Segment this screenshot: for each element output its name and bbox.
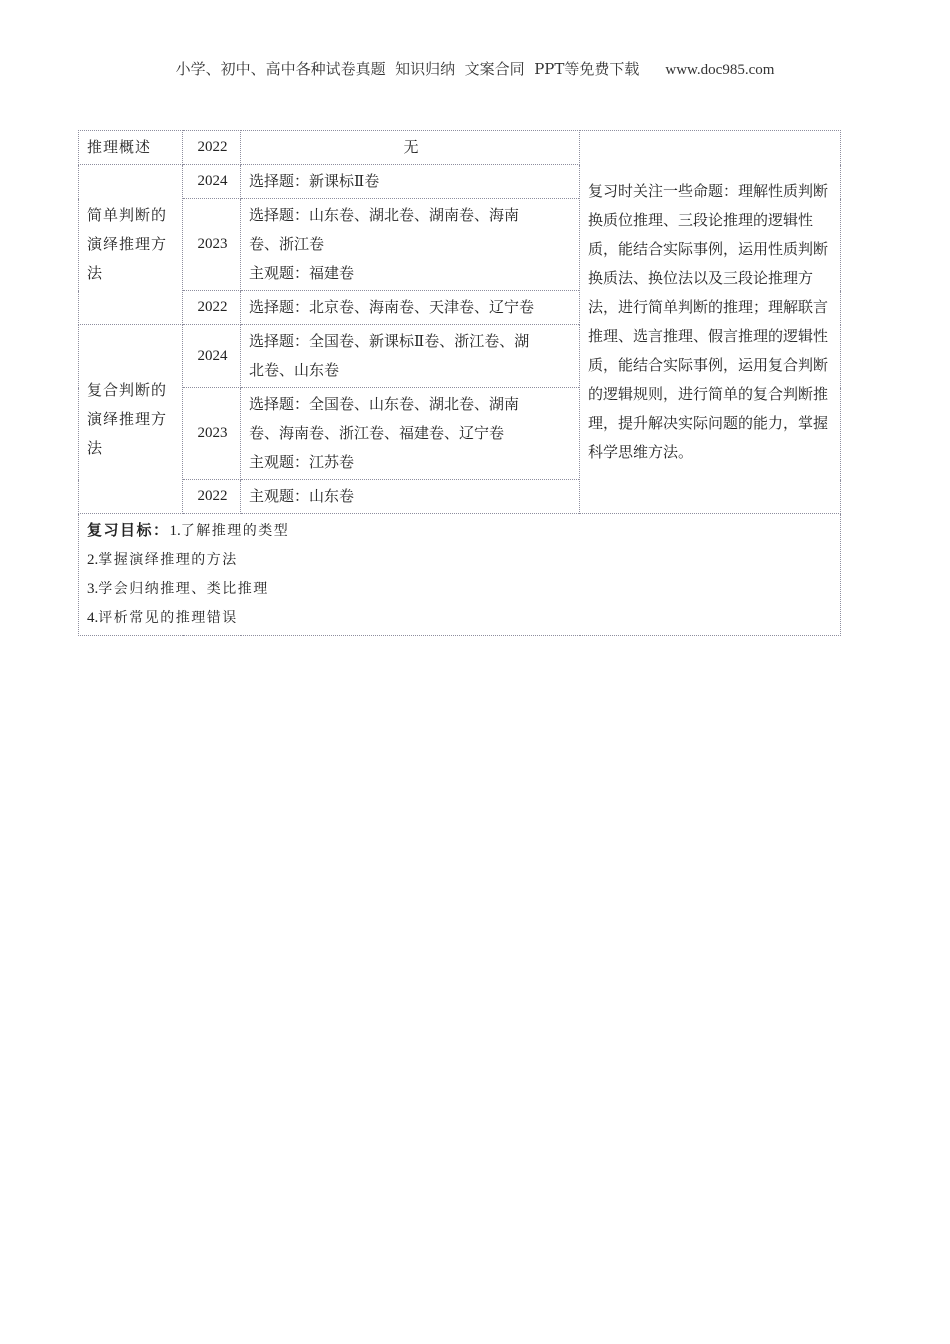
topic-compound-judgment: 复合判断的演绎推理方法: [79, 325, 183, 514]
goals-title: 复习目标：: [87, 521, 170, 539]
review-goals: [79, 514, 841, 636]
papers-line: 选择题：全国卷、山东卷、湖北卷、湖南: [249, 395, 520, 413]
year-cell: 2022: [183, 480, 241, 514]
header-text: 小学、初中、高中各种试卷真题 知识归纳 文案合同 PPT等免费下载: [175, 60, 640, 78]
goal-text: 评析常见的推理错误: [98, 610, 238, 626]
papers-cell: [241, 199, 580, 291]
papers-cell: [241, 165, 580, 199]
papers-line: 选择题：山东卷、湖北卷、湖南卷、海南: [249, 206, 520, 224]
papers-line: 主观题：山东卷: [249, 487, 355, 505]
goal-item: [87, 604, 834, 633]
papers-line: 卷、浙江卷: [249, 235, 325, 253]
page-header: [0, 58, 950, 79]
papers-line: 选择题：新课标Ⅱ卷: [249, 172, 380, 190]
goal-number: 4.: [87, 610, 99, 626]
papers-line: 选择题：北京卷、海南卷、天津卷、辽宁卷: [249, 298, 535, 316]
papers-line: 北卷、山东卷: [249, 361, 340, 379]
papers-cell: 无: [241, 131, 580, 165]
goal-text: 掌握演绎推理的方法: [98, 552, 238, 568]
year-cell: 2022: [183, 131, 241, 165]
year-cell: 2022: [183, 291, 241, 325]
goal-number: 1.: [169, 523, 181, 539]
review-table: [78, 130, 841, 636]
papers-cell: [241, 388, 580, 480]
goal-number: 2.: [87, 552, 99, 568]
table-row-goals: [79, 514, 841, 636]
goal-text: 学会归纳推理、类比推理: [98, 581, 269, 597]
table-row-overview: [79, 131, 841, 165]
year-cell: 2024: [183, 325, 241, 388]
notes-cell: 复习时关注一些命题：理解性质判断换质位推理、三段论推理的逻辑性质，能结合实际事例，运用性质判断换质法、换位法以及三段论推理方法，进行简单判断的推理；理解联言推理、选言推理、假言推理的逻辑性质，能结合实际事例，运用复合判断的逻辑规则，进行简单的复合判断推理，提升解决实际问题的能力，掌握科学思维方法。: [580, 131, 841, 514]
topic-overview: 推理概述: [79, 131, 183, 165]
papers-cell: [241, 291, 580, 325]
topic-simple-judgment: 简单判断的演绎推理方法: [79, 165, 183, 325]
goal-item: [87, 516, 834, 546]
year-cell: 2023: [183, 199, 241, 291]
goal-number: 3.: [87, 581, 99, 597]
papers-line: 主观题：江苏卷: [249, 453, 355, 471]
papers-line: 主观题：福建卷: [249, 264, 355, 282]
papers-cell: [241, 325, 580, 388]
papers-line: 卷、海南卷、浙江卷、福建卷、辽宁卷: [249, 424, 505, 442]
papers-line: 选择题：全国卷、新课标Ⅱ卷、浙江卷、湖: [249, 332, 530, 350]
papers-cell: [241, 480, 580, 514]
goal-item: [87, 575, 834, 604]
goal-item: [87, 546, 834, 575]
goal-text: 了解推理的类型: [180, 523, 290, 539]
year-cell: 2023: [183, 388, 241, 480]
year-cell: 2024: [183, 165, 241, 199]
header-url[interactable]: www.doc985.com: [665, 62, 775, 78]
